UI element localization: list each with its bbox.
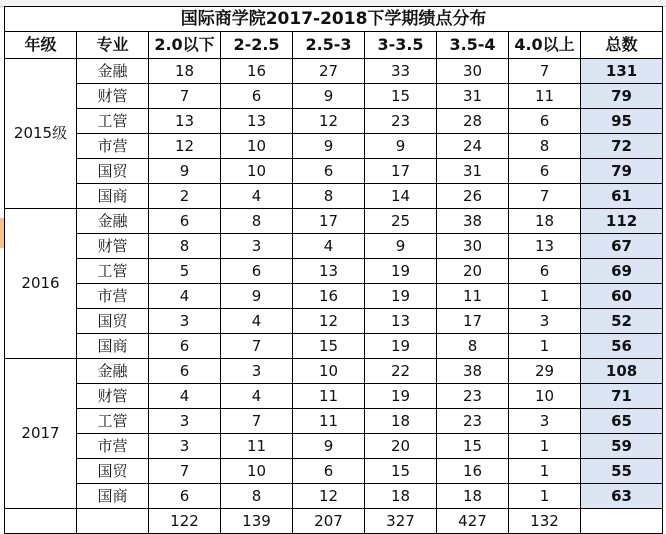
major-cell[interactable]: 金融: [77, 359, 149, 384]
count-cell[interactable]: 23: [365, 109, 437, 134]
count-cell[interactable]: 4: [149, 284, 221, 309]
count-cell[interactable]: 8: [437, 334, 509, 359]
column-header[interactable]: 2.5-3: [293, 32, 365, 59]
total-cell[interactable]: 55: [581, 459, 663, 484]
count-cell[interactable]: 25: [365, 209, 437, 234]
count-cell[interactable]: 4: [221, 184, 293, 209]
count-cell[interactable]: 10: [509, 384, 581, 409]
major-cell[interactable]: 国贸: [77, 459, 149, 484]
count-cell[interactable]: 19: [365, 259, 437, 284]
major-cell[interactable]: 市营: [77, 134, 149, 159]
count-cell[interactable]: 31: [437, 84, 509, 109]
count-cell[interactable]: 1: [509, 484, 581, 509]
table-row: [5, 209, 663, 234]
count-cell[interactable]: 20: [437, 259, 509, 284]
count-cell[interactable]: 1: [509, 434, 581, 459]
count-cell[interactable]: 19: [365, 334, 437, 359]
major-cell[interactable]: 工管: [77, 109, 149, 134]
major-cell[interactable]: 财管: [77, 384, 149, 409]
major-cell[interactable]: 国商: [77, 334, 149, 359]
count-cell[interactable]: 7: [221, 334, 293, 359]
total-cell[interactable]: 72: [581, 134, 663, 159]
count-cell[interactable]: 29: [509, 359, 581, 384]
count-cell[interactable]: 19: [365, 284, 437, 309]
year-cell[interactable]: 2017: [5, 359, 77, 509]
table-row: [5, 159, 663, 184]
count-cell[interactable]: 6: [509, 109, 581, 134]
count-cell[interactable]: 11: [293, 409, 365, 434]
count-cell[interactable]: 12: [149, 134, 221, 159]
count-cell[interactable]: 7: [149, 84, 221, 109]
count-cell[interactable]: 13: [293, 259, 365, 284]
count-cell[interactable]: 24: [437, 134, 509, 159]
total-cell[interactable]: 60: [581, 284, 663, 309]
table-row: [5, 184, 663, 209]
major-cell[interactable]: 国商: [77, 484, 149, 509]
column-total-cell[interactable]: 327: [365, 509, 437, 534]
count-cell[interactable]: 6: [509, 159, 581, 184]
count-cell[interactable]: 11: [293, 384, 365, 409]
count-cell[interactable]: 4: [221, 384, 293, 409]
total-cell[interactable]: 52: [581, 309, 663, 334]
column-header[interactable]: 4.0以上: [509, 32, 581, 59]
count-cell[interactable]: 1: [509, 334, 581, 359]
column-header[interactable]: 年级: [5, 32, 77, 59]
count-cell[interactable]: 19: [365, 384, 437, 409]
count-cell[interactable]: 7: [221, 409, 293, 434]
major-cell[interactable]: 金融: [77, 209, 149, 234]
major-cell[interactable]: 市营: [77, 284, 149, 309]
count-cell[interactable]: 3: [509, 409, 581, 434]
column-header[interactable]: 专业: [77, 32, 149, 59]
major-cell[interactable]: 财管: [77, 234, 149, 259]
count-cell[interactable]: 20: [365, 434, 437, 459]
major-cell[interactable]: 市营: [77, 434, 149, 459]
count-cell[interactable]: 18: [509, 209, 581, 234]
major-cell[interactable]: 金融: [77, 59, 149, 84]
count-cell[interactable]: 23: [437, 409, 509, 434]
count-cell[interactable]: 23: [437, 384, 509, 409]
count-cell[interactable]: 30: [437, 234, 509, 259]
count-cell[interactable]: 6: [221, 84, 293, 109]
count-cell[interactable]: 13: [509, 234, 581, 259]
column-header[interactable]: 2-2.5: [221, 32, 293, 59]
count-cell[interactable]: 6: [149, 359, 221, 384]
column-header[interactable]: 3-3.5: [365, 32, 437, 59]
year-cell[interactable]: 2016: [5, 209, 77, 359]
empty-cell[interactable]: [581, 509, 663, 534]
count-cell[interactable]: 11: [221, 434, 293, 459]
count-cell[interactable]: 9: [149, 159, 221, 184]
total-cell[interactable]: 67: [581, 234, 663, 259]
count-cell[interactable]: 17: [365, 159, 437, 184]
count-cell[interactable]: 15: [365, 459, 437, 484]
count-cell[interactable]: 15: [437, 434, 509, 459]
count-cell[interactable]: 10: [221, 459, 293, 484]
table-row: [5, 434, 663, 459]
table-row: [5, 359, 663, 384]
empty-cell[interactable]: [77, 509, 149, 534]
count-cell[interactable]: 14: [365, 184, 437, 209]
count-cell[interactable]: 27: [293, 59, 365, 84]
table-row: [5, 409, 663, 434]
count-cell[interactable]: 13: [149, 109, 221, 134]
count-cell[interactable]: 15: [293, 334, 365, 359]
total-cell[interactable]: 79: [581, 84, 663, 109]
count-cell[interactable]: 9: [221, 284, 293, 309]
count-cell[interactable]: 22: [365, 359, 437, 384]
count-cell[interactable]: 16: [437, 459, 509, 484]
count-cell[interactable]: 12: [293, 309, 365, 334]
count-cell[interactable]: 1: [509, 284, 581, 309]
total-cell[interactable]: 108: [581, 359, 663, 384]
count-cell[interactable]: 6: [293, 459, 365, 484]
count-cell[interactable]: 18: [365, 484, 437, 509]
table-row: [5, 134, 663, 159]
total-cell[interactable]: 112: [581, 209, 663, 234]
table-title[interactable]: 国际商学院2017-2018下学期绩点分布: [5, 7, 663, 32]
count-cell[interactable]: 16: [293, 284, 365, 309]
count-cell[interactable]: 3: [221, 359, 293, 384]
major-cell[interactable]: 国商: [77, 184, 149, 209]
column-header[interactable]: 3.5-4: [437, 32, 509, 59]
table-row: [5, 284, 663, 309]
table-row: [5, 84, 663, 109]
count-cell[interactable]: 2: [149, 184, 221, 209]
count-cell[interactable]: 4: [221, 309, 293, 334]
total-cell[interactable]: 59: [581, 434, 663, 459]
count-cell[interactable]: 31: [437, 159, 509, 184]
empty-cell[interactable]: [5, 509, 77, 534]
major-cell[interactable]: 工管: [77, 409, 149, 434]
table-row: [5, 334, 663, 359]
count-cell[interactable]: 1: [509, 459, 581, 484]
major-cell[interactable]: 国贸: [77, 159, 149, 184]
count-cell[interactable]: 9: [293, 434, 365, 459]
total-cell[interactable]: 95: [581, 109, 663, 134]
table-row: [5, 109, 663, 134]
count-cell[interactable]: 10: [221, 159, 293, 184]
major-cell[interactable]: 国贸: [77, 309, 149, 334]
count-cell[interactable]: 11: [509, 84, 581, 109]
table-row: [5, 309, 663, 334]
column-header[interactable]: 2.0以下: [149, 32, 221, 59]
count-cell[interactable]: 26: [437, 184, 509, 209]
count-cell[interactable]: 9: [365, 234, 437, 259]
title-row: [5, 7, 663, 32]
major-cell[interactable]: 工管: [77, 259, 149, 284]
count-cell[interactable]: 6: [149, 334, 221, 359]
count-cell[interactable]: 6: [293, 159, 365, 184]
count-cell[interactable]: 8: [293, 184, 365, 209]
count-cell[interactable]: 12: [293, 484, 365, 509]
count-cell[interactable]: 3: [149, 409, 221, 434]
column-total-cell[interactable]: 139: [221, 509, 293, 534]
total-cell[interactable]: 79: [581, 159, 663, 184]
count-cell[interactable]: 18: [149, 59, 221, 84]
year-cell[interactable]: 2015级: [5, 59, 77, 209]
count-cell[interactable]: 11: [437, 284, 509, 309]
count-cell[interactable]: 10: [221, 134, 293, 159]
count-cell[interactable]: 33: [365, 59, 437, 84]
count-cell[interactable]: 8: [221, 209, 293, 234]
table-row: [5, 459, 663, 484]
count-cell[interactable]: 13: [365, 309, 437, 334]
count-cell[interactable]: 8: [221, 484, 293, 509]
major-cell[interactable]: 财管: [77, 84, 149, 109]
count-cell[interactable]: 6: [149, 209, 221, 234]
count-cell[interactable]: 38: [437, 209, 509, 234]
count-cell[interactable]: 7: [149, 459, 221, 484]
column-total-cell[interactable]: 132: [509, 509, 581, 534]
total-cell[interactable]: 63: [581, 484, 663, 509]
count-cell[interactable]: 38: [437, 359, 509, 384]
count-cell[interactable]: 13: [221, 109, 293, 134]
count-cell[interactable]: 18: [437, 484, 509, 509]
count-cell[interactable]: 6: [149, 484, 221, 509]
count-cell[interactable]: 3: [221, 234, 293, 259]
column-totals-row: [5, 509, 663, 534]
count-cell[interactable]: 7: [509, 184, 581, 209]
count-cell[interactable]: 17: [437, 309, 509, 334]
count-cell[interactable]: 4: [149, 384, 221, 409]
total-cell[interactable]: 65: [581, 409, 663, 434]
count-cell[interactable]: 5: [149, 259, 221, 284]
total-cell[interactable]: 71: [581, 384, 663, 409]
count-cell[interactable]: 18: [365, 409, 437, 434]
count-cell[interactable]: 17: [293, 209, 365, 234]
count-cell[interactable]: 6: [221, 259, 293, 284]
total-cell[interactable]: 61: [581, 184, 663, 209]
table-row: [5, 234, 663, 259]
table-row: [5, 484, 663, 509]
count-cell[interactable]: 12: [293, 109, 365, 134]
count-cell[interactable]: 8: [509, 134, 581, 159]
count-cell[interactable]: 3: [509, 309, 581, 334]
total-cell[interactable]: 131: [581, 59, 663, 84]
count-cell[interactable]: 9: [293, 134, 365, 159]
count-cell[interactable]: 10: [293, 359, 365, 384]
count-cell[interactable]: 30: [437, 59, 509, 84]
count-cell[interactable]: 4: [293, 234, 365, 259]
count-cell[interactable]: 9: [293, 84, 365, 109]
column-total-cell[interactable]: 122: [149, 509, 221, 534]
column-header[interactable]: 总数: [581, 32, 663, 59]
count-cell[interactable]: 16: [221, 59, 293, 84]
count-cell[interactable]: 15: [365, 84, 437, 109]
column-total-cell[interactable]: 427: [437, 509, 509, 534]
column-total-cell[interactable]: 207: [293, 509, 365, 534]
count-cell[interactable]: 28: [437, 109, 509, 134]
header-row: [5, 32, 663, 59]
count-cell[interactable]: 8: [149, 234, 221, 259]
count-cell[interactable]: 9: [365, 134, 437, 159]
count-cell[interactable]: 3: [149, 434, 221, 459]
total-cell[interactable]: 56: [581, 334, 663, 359]
table-row: [5, 59, 663, 84]
count-cell[interactable]: 3: [149, 309, 221, 334]
count-cell[interactable]: 7: [509, 59, 581, 84]
table-row: [5, 259, 663, 284]
total-cell[interactable]: 69: [581, 259, 663, 284]
gpa-distribution-table: [4, 6, 663, 534]
table-row: [5, 384, 663, 409]
count-cell[interactable]: 6: [509, 259, 581, 284]
